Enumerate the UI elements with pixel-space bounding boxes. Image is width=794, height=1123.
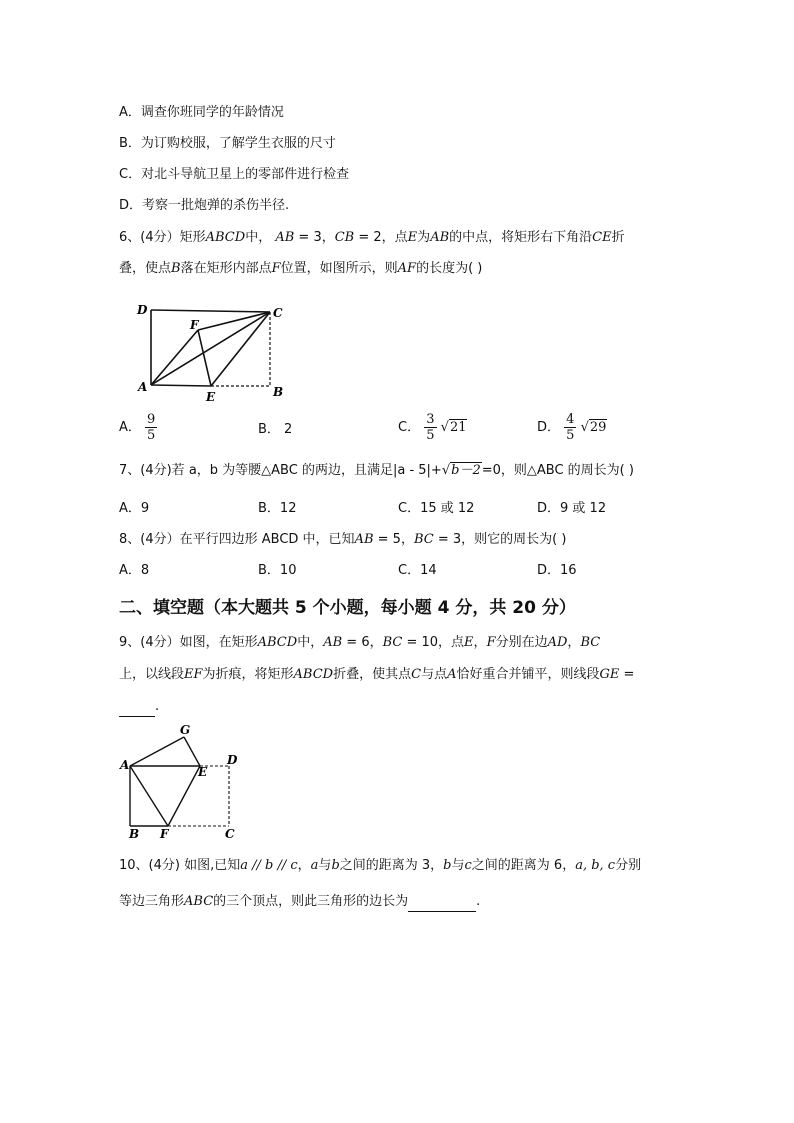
option-b: B．为订购校服，了解学生衣服的尺寸	[119, 136, 336, 151]
fig6-label-b: B	[273, 385, 284, 399]
fig6-label-c: C	[273, 306, 283, 320]
q6-option-c: C． $\frac{3}{5}$ √21	[398, 412, 467, 443]
q8-option-b: B．10	[258, 563, 297, 578]
option-d: D．考察一批炮弹的杀伤半径.	[119, 198, 290, 213]
answer-blank[interactable]	[119, 698, 155, 717]
q8-option-c: C．14	[398, 563, 437, 578]
q7-option-c: C．15 或 12	[398, 501, 475, 516]
q10-stem-line1: 10、(4分) 如图,已知a // b // c，a与b之间的距离为 3，b与c之间的距离为 6，a, b, c分别	[119, 858, 642, 873]
q7-option-b: B．12	[258, 501, 297, 516]
q9-stem-line3: .	[119, 698, 159, 717]
q7-option-a: A．9	[119, 501, 150, 516]
q6-option-d: D． $\frac{4}{5}$ √29	[537, 412, 607, 443]
sqrt: √21	[440, 420, 467, 435]
q9-figure	[118, 722, 248, 842]
q6-option-b: B． 2	[258, 422, 293, 437]
fig6-label-f: F	[190, 318, 199, 332]
option-c: C．对北斗导航卫星上的零部件进行检查	[119, 167, 350, 182]
q8-stem: 8、(4分）在平行四边形 ABCD 中，已知AB = 5，BC = 3，则它的周长为( )	[119, 532, 567, 547]
fig9-label-c: C	[225, 827, 235, 841]
option-a: A．调查你班同学的年龄情况	[119, 105, 284, 120]
q7-option-d: D．9 或 12	[537, 501, 607, 516]
fig9-label-a: A	[120, 758, 130, 772]
fraction: $\frac{9}{5}$	[147, 412, 156, 443]
fig9-label-f: F	[160, 827, 169, 841]
q6-stem-line2: 叠，使点B落在矩形内部点F位置，如图所示，则AF的长度为( )	[119, 261, 483, 276]
q6-option-a: A． $\frac{9}{5}$	[119, 412, 156, 443]
q10-stem-line2: 等边三角形ABC的三个顶点，则此三角形的边长为 .	[119, 893, 480, 912]
answer-blank[interactable]	[408, 893, 476, 912]
q7-stem: 7、(4分)若 a，b 为等腰△ABC 的两边，且满足|a - 5|+√b－2=0，则△ABC 的周长为( )	[119, 463, 634, 478]
q8-option-d: D．16	[537, 563, 577, 578]
fig9-label-g: G	[180, 723, 191, 737]
fig9-label-d: D	[227, 753, 238, 767]
section-heading: 二、填空题（本大题共 5 个小题，每小题 4 分，共 20 分）	[119, 598, 576, 618]
fig6-label-d: D	[137, 303, 148, 317]
fig6-label-e: E	[206, 390, 216, 404]
fig9-label-e: E	[198, 765, 208, 779]
q6-stem-line1: 6、(4分）矩形ABCD中， AB = 3，CB = 2，点E为AB的中点，将矩形右下角沿CE折	[119, 230, 625, 245]
q8-option-a: A．8	[119, 563, 150, 578]
fig9-label-b: B	[129, 827, 140, 841]
q9-stem-line2: 上，以线段EF为折痕，将矩形ABCD折叠，使其点C与点A恰好重合并铺平，则线段GE =	[119, 667, 635, 682]
sqrt: √29	[580, 420, 607, 435]
q9-stem-line1: 9、(4分）如图，在矩形ABCD中，AB = 6，BC = 10，点E，F分别在边AD，BC	[119, 635, 601, 650]
fig6-label-a: A	[138, 380, 148, 394]
q6-figure	[130, 298, 290, 408]
